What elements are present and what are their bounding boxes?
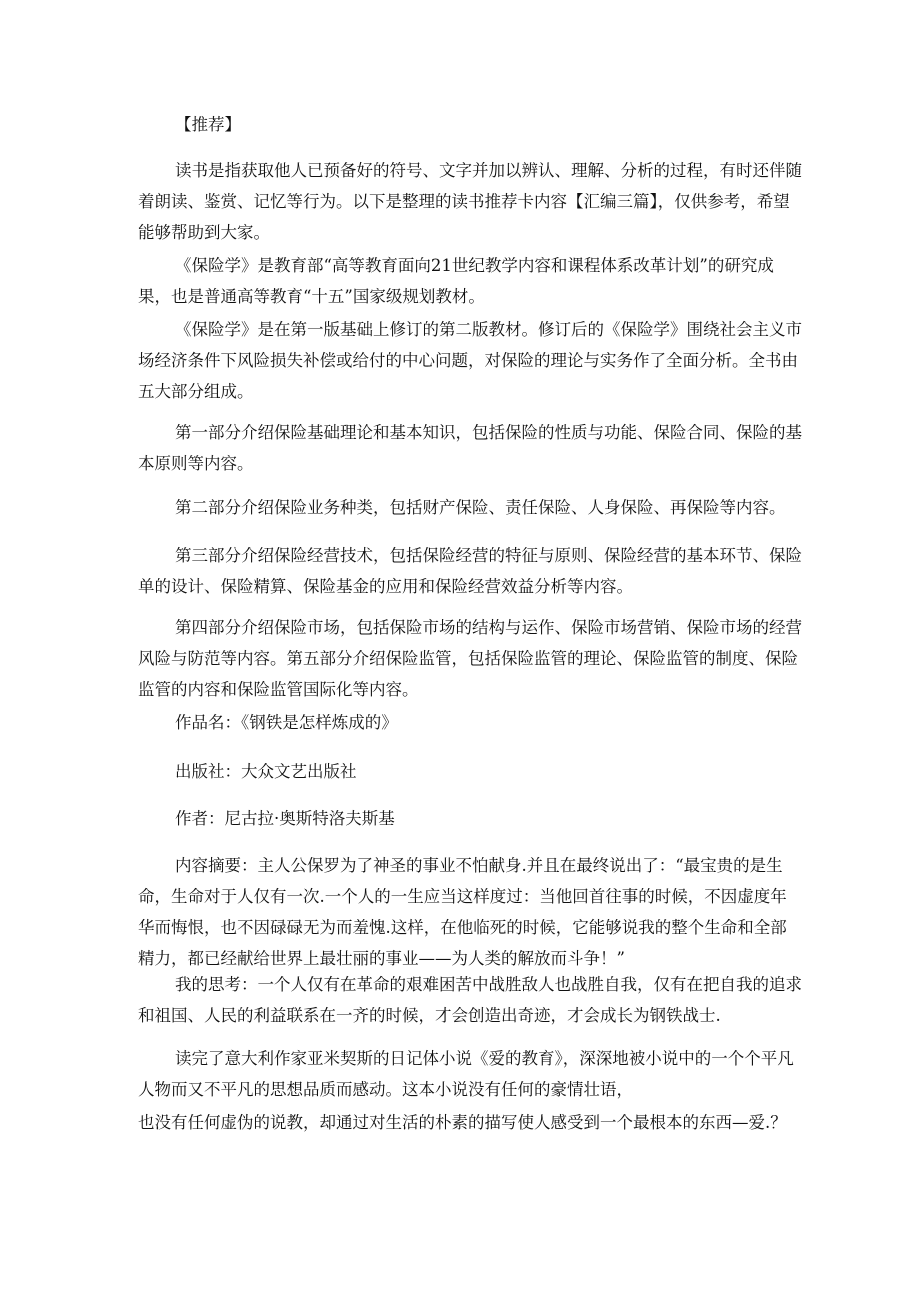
- paragraph-intro: 读书是指获取他人已预备好的符号、文字并加以辨认、理解、分析的过程，有时还伴随着朗读、鉴赏、记忆等行为。以下是整理的读书推荐卡内容【汇编三篇】，仅供参考，希望能够帮助到大家。: [138, 161, 802, 242]
- publisher-line: 出版社：大众文艺出版社: [175, 762, 357, 781]
- paragraph-part-one: 第一部分介绍保险基础理论和基本知识，包括保险的性质与功能、保险合同、保险的基本原则等内容。: [138, 423, 802, 473]
- paragraph-part-two: 第二部分介绍保险业务种类，包括财产保险、责任保险、人身保险、再保险等内容。: [175, 498, 786, 517]
- book-title-line: 作品名：《钢铁是怎样炼成的》: [175, 713, 398, 732]
- paragraph-love-education: 读完了意大利作家亚米契斯的日记体小说《爱的教育》，深深地被小说中的一个个平凡人物而又不平凡的思想品质而感动。这本小说没有任何的豪情壮语，: [138, 1049, 794, 1099]
- paragraph-part-four-five: 第四部分介绍保险市场，包括保险市场的结构与运作、保险市场营销、保险市场的经营风险与防范等内容。第五部分介绍保险监管，包括保险监管的理论、保险监管的制度、保险监管的内容和保险监管国际化等内容。: [138, 618, 802, 699]
- paragraph-content-summary: 内容摘要：主人公保罗为了神圣的事业不怕献身.并且在最终说出了：“最宝贵的是生命，生命对于人仅有一次.一个人的一生应当这样度过：当他回首往事的时候，不因虚度年华而悔恨，也不因碌碌无为而羞愧.这样，在他临死的时候，它能够说我的整个生命和全部精力，都已经献给世界上最壮丽的事业——为人类的解放而斗争！”: [138, 856, 787, 968]
- paragraph-book-origin: 《保险学》是教育部“高等教育面向21世纪教学内容和课程体系改革计划”的研究成果，也是普通高等教育“十五”国家级规划教材。: [138, 256, 774, 306]
- paragraph-reflection: 我的思考：一个人仅有在革命的艰难困苦中战胜敌人也战胜自我，仅有在把自我的追求和祖国、人民的利益联系在一齐的时候，才会创造出奇迹，才会成长为钢铁战士.: [138, 975, 802, 1025]
- author-line: 作者：尼古拉·奥斯特洛夫斯基: [175, 809, 395, 828]
- paragraph-part-three: 第三部分介绍保险经营技术，包括保险经营的特征与原则、保险经营的基本环节、保险单的设计、保险精算、保险基金的应用和保险经营效益分析等内容。: [138, 546, 802, 596]
- document-heading: 【推荐】: [175, 115, 241, 134]
- paragraph-continuation: 也没有任何虚伪的说教，却通过对生活的朴素的描写使人感受到一个最根本的东西—爱.？: [138, 1113, 787, 1132]
- paragraph-book-summary: 《保险学》是在第一版基础上修订的第二版教材。修订后的《保险学》围绕社会主义市场经济条件下风险损失补偿或给付的中心问题，对保险的理论与实务作了全面分析。全书由五大部分组成。: [138, 320, 802, 401]
